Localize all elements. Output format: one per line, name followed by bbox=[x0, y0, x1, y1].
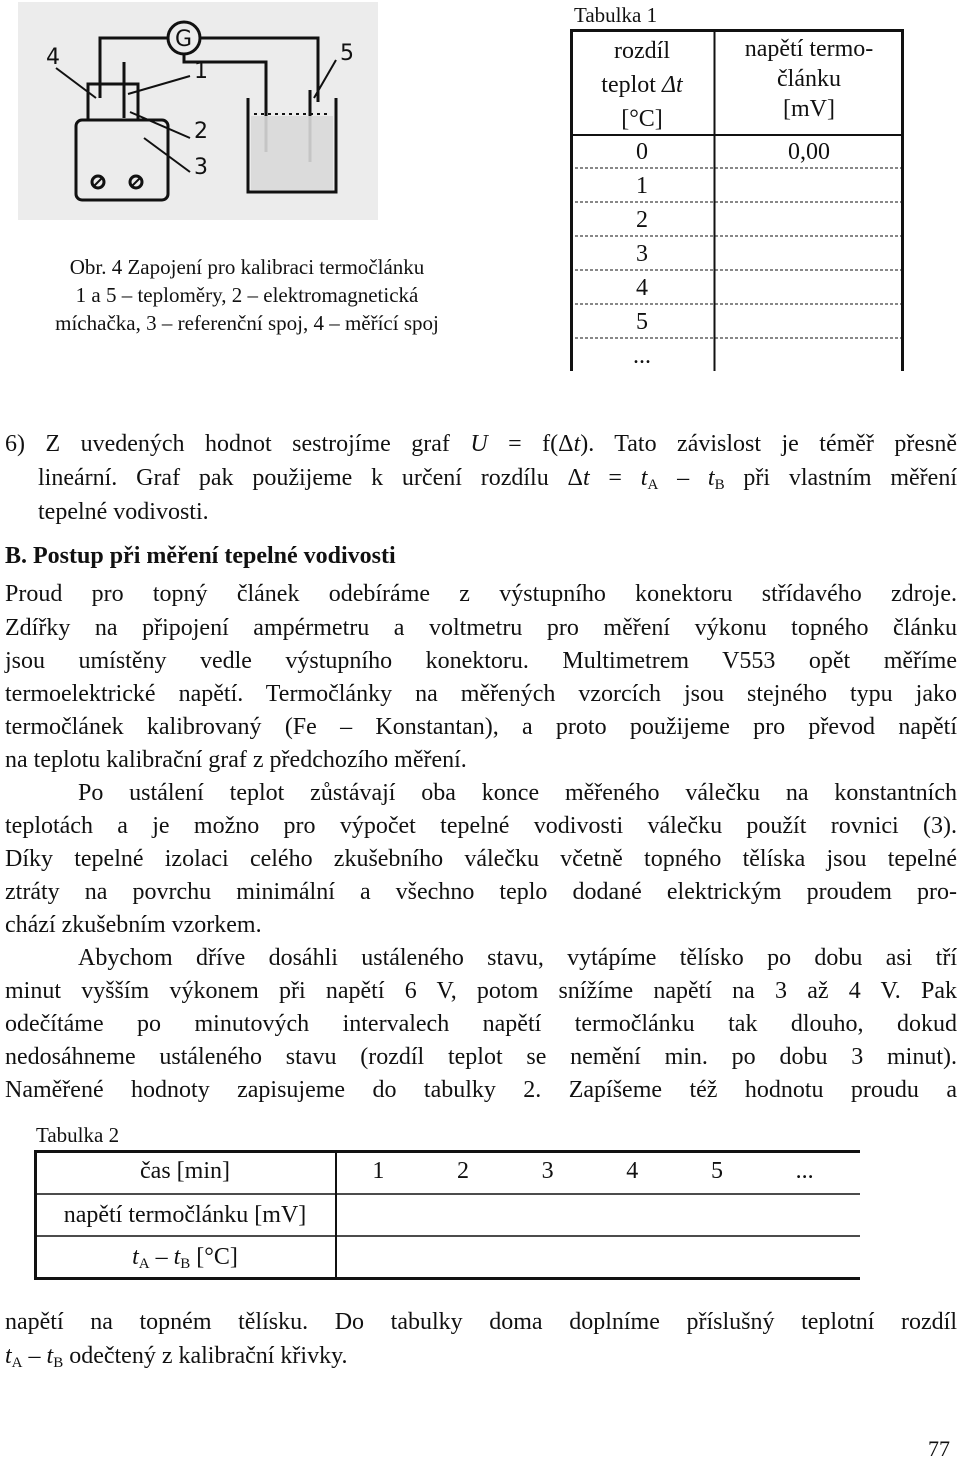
para-line: termoelektrické napětí. Termočlánky na měřených vzorcích jsou stejného typu jako bbox=[5, 681, 957, 707]
table1-cell-dt: 4 bbox=[636, 275, 648, 301]
sub-b: B bbox=[53, 1355, 64, 1371]
header-diff-symbol: Δt bbox=[661, 72, 683, 98]
table1 bbox=[570, 29, 904, 371]
calibration-figure bbox=[18, 2, 378, 220]
table1-cell-dt: 1 bbox=[636, 173, 648, 199]
table2-times bbox=[336, 1154, 860, 1188]
table1-cell-dt: 2 bbox=[636, 207, 648, 233]
item6-sub-b: B bbox=[714, 477, 725, 493]
para-line: Po ustálení teplot zůstávají oba konce měřeného válečku na konstantních bbox=[78, 780, 957, 806]
section-heading bbox=[5, 540, 957, 572]
item6-var-t: t bbox=[640, 465, 648, 491]
item6-text: – bbox=[658, 465, 708, 491]
header-voltage-unit: [mV] bbox=[783, 96, 835, 122]
item6-text: ). Tato závislost je téměř přesně bbox=[580, 431, 958, 457]
header-diff-line2 bbox=[570, 68, 714, 102]
dash: – bbox=[22, 1343, 47, 1369]
para-line: Zdířky na připojení ampérmetru a voltmetru pro měření výkonu topného článku bbox=[5, 615, 957, 641]
var-t: t bbox=[5, 1343, 12, 1369]
header-diff-teplot: teplot bbox=[601, 72, 662, 98]
item6-var-u: U bbox=[470, 431, 488, 457]
item6-var-t: t bbox=[582, 465, 590, 491]
section-heading-text: B. Postup při měření tepelné vodivosti bbox=[5, 543, 396, 569]
item6-var-t: t bbox=[573, 431, 581, 457]
sub-b: B bbox=[180, 1256, 191, 1272]
item6-text: lineární. Graf pak použijeme k určení rozdílu Δ bbox=[38, 465, 583, 491]
var-t: t bbox=[132, 1244, 139, 1270]
table1-cell-dt: 3 bbox=[636, 241, 648, 267]
header-diff-line1: rozdíl bbox=[614, 38, 670, 64]
table1-cell-dt: ... bbox=[633, 343, 651, 369]
closing-line-2 bbox=[5, 1340, 957, 1372]
table1-header-diff bbox=[570, 34, 714, 136]
table2-label-time: čas [min] bbox=[140, 1158, 230, 1184]
table2-title: Tabulka 2 bbox=[36, 1123, 120, 1147]
apparatus-drawing bbox=[18, 2, 378, 220]
closing-text: odečtený z kalibrační křivky. bbox=[63, 1343, 348, 1369]
item6-line-1 bbox=[5, 428, 957, 460]
table2 bbox=[34, 1150, 860, 1280]
beaker-measuring bbox=[88, 84, 138, 120]
dash: – bbox=[149, 1244, 174, 1270]
table2-time-value: 4 bbox=[626, 1158, 639, 1184]
item6-text: 6) Z uvedených hodnot sestrojíme graf bbox=[5, 431, 471, 457]
para-line: odečítáme po minutových intervalech napětí termočlánku tak dlouho, dokud bbox=[5, 1011, 957, 1037]
fig-label-5: 5 bbox=[340, 41, 354, 66]
table1-col-dt bbox=[570, 135, 714, 373]
item6-text: = bbox=[589, 465, 641, 491]
para-line: teplotách a je možno pro výpočet tepelné vodivosti válečku použít rovnici (3). bbox=[5, 813, 957, 839]
figure-caption-line-2: 1 a 5 – teploměry, 2 – elektromagnetická bbox=[75, 283, 419, 307]
header-voltage-line1: napětí termo- bbox=[744, 36, 874, 62]
table1-header-voltage bbox=[716, 34, 902, 124]
table1-cell-dt: 5 bbox=[636, 309, 648, 335]
sub-a: A bbox=[138, 1256, 150, 1272]
para-line: nedosáhneme ustáleného stavu (rozdíl teplot se nemění min. po dobu 3 minut). bbox=[5, 1044, 957, 1070]
fig-label-4: 4 bbox=[46, 45, 60, 70]
para-line: na teplotu kalibrační graf z předchozího měření. bbox=[5, 747, 467, 773]
closing-line-1: napětí na topném tělísku. Do tabulky doma doplníme příslušný teplotní rozdíl bbox=[5, 1309, 957, 1335]
table1-cell-dt: 0 bbox=[636, 139, 648, 165]
table2-time-value: 2 bbox=[456, 1158, 469, 1184]
item6-text: = f(Δ bbox=[487, 431, 574, 457]
para-line: Abychom dříve dosáhli ustáleného stavu, vytápíme tělísko po dobu asi tří bbox=[78, 945, 957, 971]
table2-time-value: 3 bbox=[541, 1158, 554, 1184]
figure-caption-line-3: míchačka, 3 – referenční spoj, 4 – měřící spoj bbox=[55, 311, 439, 335]
fig-label-3: 3 bbox=[194, 155, 208, 180]
para-line: Díky tepelné izolaci celého zkušebního válečku včetně topného tělíska jsou tepelné bbox=[5, 846, 957, 872]
table2-label-diff bbox=[34, 1240, 336, 1274]
header-diff-unit: [°C] bbox=[621, 106, 663, 132]
table2-time-value: 5 bbox=[710, 1158, 723, 1184]
para-line: minut vyšším výkonem při napětí 6 V, potom snížíme napětí na 3 až 4 V. Pak bbox=[5, 978, 957, 1004]
fig-label-2: 2 bbox=[194, 119, 208, 144]
item6-line-2 bbox=[38, 462, 957, 494]
unit: [°C] bbox=[190, 1244, 238, 1270]
para-line: termočlánek kalibrovaný (Fe – Konstantan), a proto použijeme pro převod napětí bbox=[5, 714, 957, 740]
table1-col-voltage bbox=[716, 135, 902, 169]
para-line: Proud pro topný článek odebíráme z výstupního konektoru střídavého zdroje. bbox=[5, 581, 957, 607]
fig-label-1: 1 bbox=[194, 59, 208, 84]
var-t: t bbox=[173, 1244, 181, 1270]
stirrer-base bbox=[76, 120, 168, 200]
para-line: chází zkušebním vzorkem. bbox=[5, 912, 262, 938]
fig-label-g: G bbox=[175, 27, 193, 52]
para-line: Naměřené hodnoty zapisujeme do tabulky 2. Zapíšeme též hodnotu proudu a bbox=[5, 1077, 957, 1103]
page-number: 77 bbox=[928, 1436, 950, 1461]
header-voltage-line2: článku bbox=[777, 66, 841, 92]
item6-sub-a: A bbox=[647, 477, 659, 493]
figure-caption-line-1: Obr. 4 Zapojení pro kalibraci termočlánku bbox=[69, 255, 425, 279]
table2-label-voltage: napětí termočlánku [mV] bbox=[63, 1202, 307, 1228]
var-t: t bbox=[46, 1343, 54, 1369]
table1-cell-voltage: 0,00 bbox=[788, 139, 830, 165]
table2-time-value: ... bbox=[795, 1158, 814, 1184]
item6-var-t: t bbox=[707, 465, 715, 491]
item6-text: při vlastním měření bbox=[724, 465, 957, 491]
para-line: jsou umístěny vedle výstupního konektoru. Multimetrem V553 opět měříme bbox=[5, 648, 957, 674]
table1-title: Tabulka 1 bbox=[574, 3, 658, 27]
para-line: ztráty na povrchu minimální a všechno teplo dodané elektrickým proudem pro- bbox=[5, 879, 957, 905]
item6-line-3: tepelné vodivosti. bbox=[38, 499, 209, 525]
sub-a: A bbox=[11, 1355, 23, 1371]
table2-time-value: 1 bbox=[372, 1158, 385, 1184]
